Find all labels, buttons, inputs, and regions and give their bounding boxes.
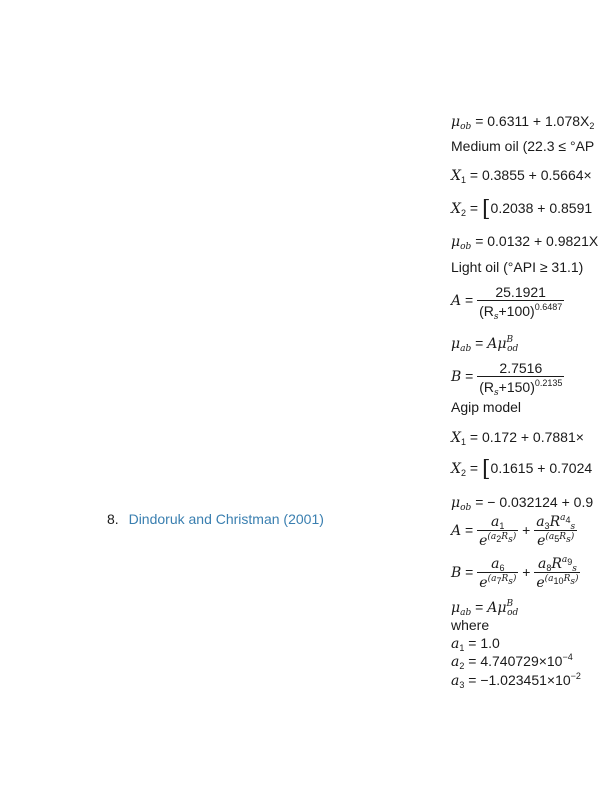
equation-mu-ob-heavy: $\mu_{ob} = 0.6311 + 1.078X_2$ [451, 113, 595, 132]
equation-mu-ob-agip: $\mu_{ob}$ = − 0.032124 + 0.9 [451, 494, 594, 513]
equation-a-dindoruk: A = $\frac{a_1}{e^{(a_2R_s)}}$ + $\frac{a_3R^{a_4}_s}{e^{(a_5R_s)}}$ [451, 513, 576, 549]
where-label: where [451, 617, 490, 633]
fraction-a-light: $\frac{25.1921}{(R_s+100)^{0.6487}}$ [479, 284, 563, 322]
equation-x2-medium: $X_2 = [0.2038 + 0.8591$ [451, 197, 593, 222]
equation-x1-medium: $X_1 = 0.3855 + 0.5664\times$ [451, 167, 592, 185]
constant-a3: $a_3 = -1.023451\times 10^{-2}$ [451, 671, 581, 690]
reference-link[interactable]: Dindoruk and Christman (2001) [128, 511, 324, 527]
equation-x2-agip: $X_2 = [0.1615 + 0.7024$ [451, 457, 593, 482]
equation-a-light: A = $\frac{25.1921}{(R_s+100)^{0.6487}}$ [451, 284, 563, 322]
agip-model-heading: Agip model [451, 399, 522, 415]
reference-number: 8. [107, 511, 119, 527]
fraction-b-light: $\frac{2.7516}{(R_s+150)^{0.2135}}$ [479, 360, 563, 398]
equation-mu-ab-light: $\mu_{ab} = A\mu^B_{od}$ [451, 335, 519, 354]
reference-entry [107, 511, 324, 527]
light-oil-heading: Light oil (°API ≥ 31.1) [451, 259, 584, 275]
constant-a2: $a_2 = 4.740729\times 10^{-4}$ [451, 652, 573, 671]
medium-oil-heading: Medium oil (22.3 ≤ °AP [451, 138, 595, 154]
equation-x1-agip: $X_1 = 0.172 + 0.7881\times$ [451, 429, 584, 447]
constant-a1: $a_1 = 1.0$ [451, 635, 500, 653]
equation-b-light: B = $\frac{2.7516}{(R_s+150)^{0.2135}}$ [451, 360, 563, 398]
equation-b-dindoruk: B = $\frac{a_6}{e^{(a_7R_s)}}$ + $\frac{a_8R^{a_9}_s}{e^{(a_{10}R_s)}}$ [451, 555, 579, 591]
equation-mu-ob-medium: $\mu_{ob} = 0.0132 + 0.9821X$ [451, 233, 599, 252]
equation-mu-ab-dindoruk: $\mu_{ab} = A\mu^B_{od}$ [451, 599, 519, 618]
